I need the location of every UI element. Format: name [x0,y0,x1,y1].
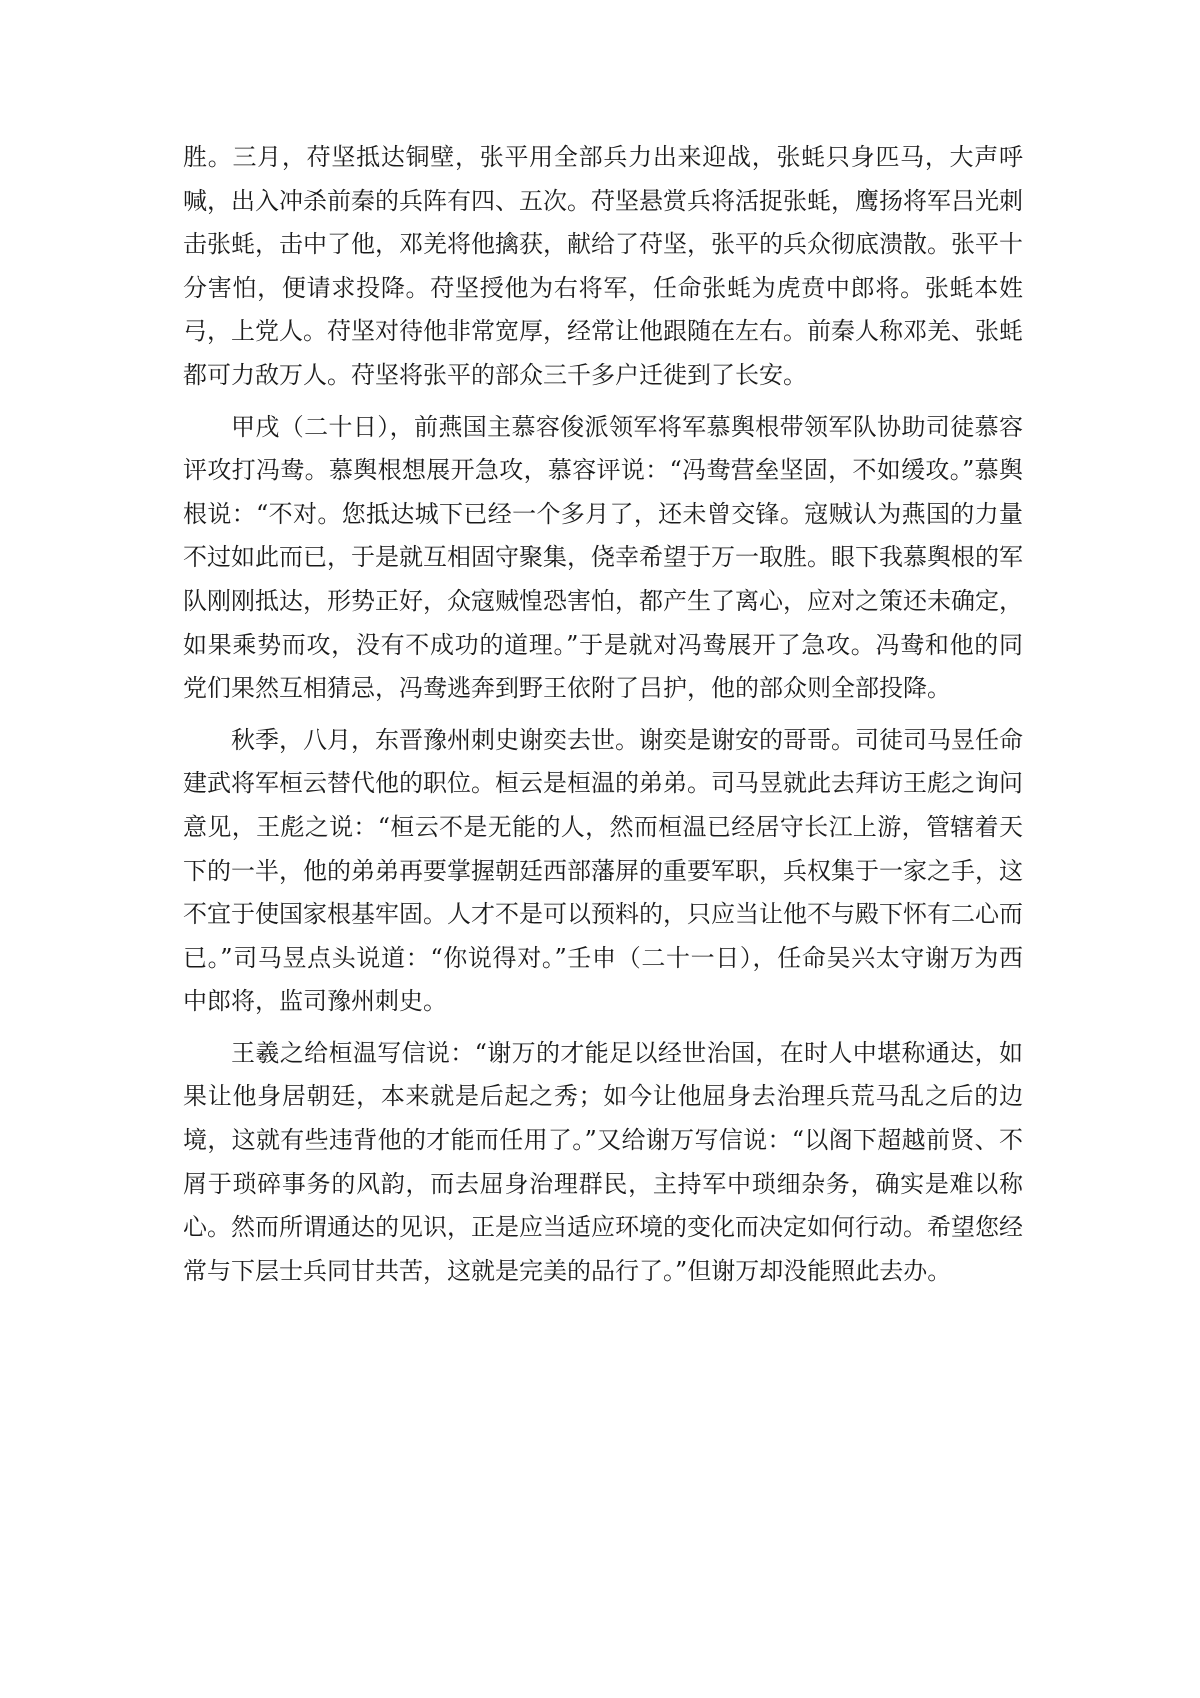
paragraph: 王羲之给桓温写信说：“谢万的才能足以经世治国，在时人中堪称通达，如果让他身居朝廷，本来就是后起之秀；如今让他屈身去治理兵荒马乱之后的边境，这就有些违背他的才能而任用了。”又给谢万写信说：“以阁下超越前贤、不屑于琐碎事务的风韵，而去屈身治理群民，主持军中琐细杂务，确实是难以称心。然而所谓通达的见识，正是应当适应环境的变化而决定如何行动。希望您经常与下层士兵同甘共苦，这就是完美的品行了。”但谢万却没能照此去办。 [183,1038,1023,1285]
paragraph: 秋季，八月，东晋豫州刺史谢奕去世。谢奕是谢安的哥哥。司徒司马昱任命建武将军桓云替代他的职位。桓云是桓温的弟弟。司马昱就此去拜访王彪之询问意见，王彪之说：“桓云不是无能的人，然而桓温已经居守长江上游，管辖着天下的一半，他的弟弟再要掌握朝廷西部藩屏的重要军职，兵权集于一家之手，这不宜于使国家根基牢固。人才不是可以预料的，只应当让他不与殿下怀有二心而已。”司马昱点头说道：“你说得对。”壬申（二十一日），任命吴兴太守谢万为西中郎将，监司豫州刺史。 [183,725,1023,1016]
paragraph: 甲戌（二十日），前燕国主慕容俊派领军将军慕舆根带领军队协助司徒慕容评攻打冯鸯。慕舆根想展开急攻，慕容评说：“冯鸯营垒坚固，不如缓攻。”慕舆根说：“不对。您抵达城下已经一个多月了，还未曾交锋。寇贼认为燕国的力量不过如此而已，于是就互相固守聚集，侥幸希望于万一取胜。眼下我慕舆根的军队刚刚抵达，形势正好，众寇贼惶恐害怕，都产生了离心，应对之策还未确定，如果乘势而攻，没有不成功的道理。”于是就对冯鸯展开了急攻。冯鸯和他的同党们果然互相猜忌，冯鸯逃奔到野王依附了吕护，他的部众则全部投降。 [183,412,1023,703]
document-body [183,136,1023,1293]
paragraph-continuation: 胜。三月，苻坚抵达铜壁，张平用全部兵力出来迎战，张蚝只身匹马，大声呼喊，出入冲杀前秦的兵阵有四、五次。苻坚悬赏兵将活捉张蚝，鹰扬将军吕光刺击张蚝，击中了他，邓羌将他擒获，献给了苻坚，张平的兵众彻底溃散。张平十分害怕，便请求投降。苻坚授他为右将军，任命张蚝为虎贲中郎将。张蚝本姓弓，上党人。苻坚对待他非常宽厚，经常让他跟随在左右。前秦人称邓羌、张蚝都可力敌万人。苻坚将张平的部众三千多户迁徙到了长安。 [183,143,1023,389]
